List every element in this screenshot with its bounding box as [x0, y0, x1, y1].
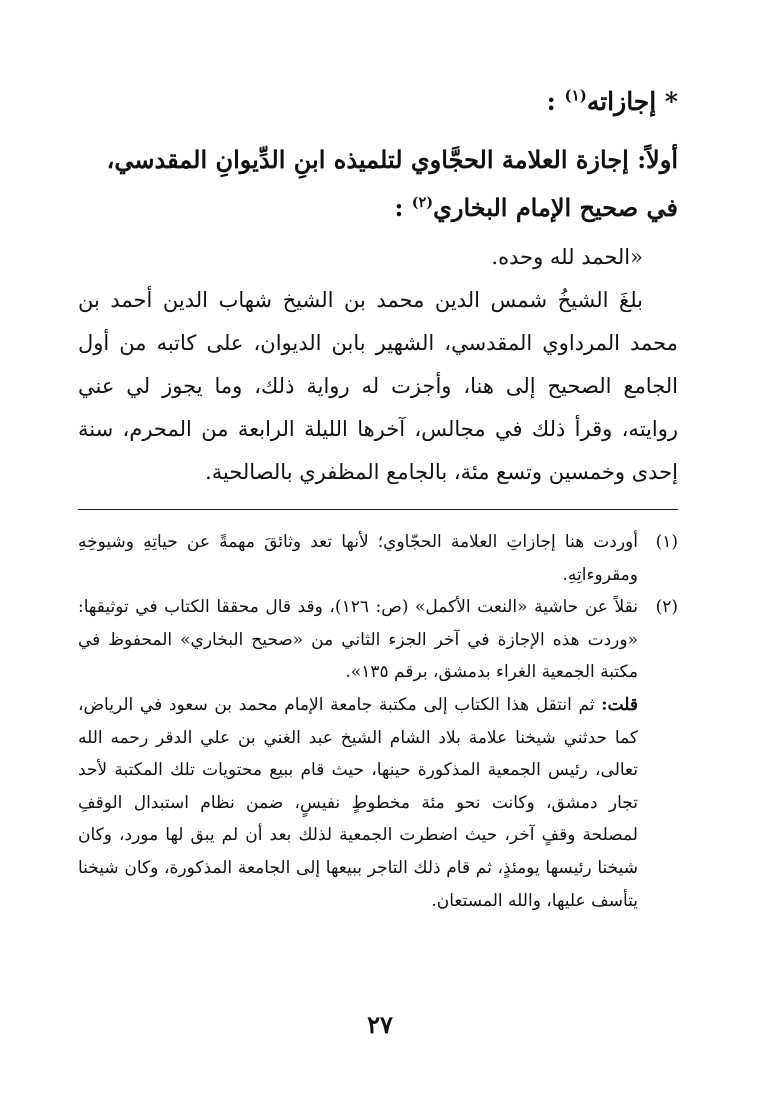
subheading-note-ref: (٢) — [411, 194, 434, 211]
footnote-2 — [78, 591, 678, 917]
section-heading — [78, 82, 678, 122]
footnote-2-comment-text: ثم انتقل هذا الكتاب إلى مكتبة جامعة الإمام محمد بن سعود في الرياض، كما حدثني شيخنا علامة بلاد الشام الشيخ عبد الغني بن علي الدقر رحمه الله تعالى، رئيس الجمعية المذكورة حينها، حيث قام ببيع محتويات تلك المكتبة لأحد تجار دمشق، وكانت نحو مئة مخطوطٍ نفيسٍ، ضمن نظام استبدال الوقفِ لمصلحة وقفٍ آخر، حيث اضطرت الجمعية لذلك بعد أن لم يبق لها مورد، وكان شيخنا رئيسها يومئذٍ، ثم قام ذلك التاجر ببيعها إلى الجامعة المذكورة، وكان شيخنا يتأسف عليها، والله المستعان. — [78, 694, 638, 911]
footnote-2-comment — [78, 689, 638, 917]
opening-line: «الحمد لله وحده. — [491, 245, 643, 269]
footnotes — [78, 526, 678, 917]
heading-text: * إجازاته — [586, 87, 678, 116]
footnote-divider — [78, 509, 678, 510]
subheading-colon: : — [394, 193, 404, 222]
main-text — [78, 236, 678, 494]
footnote-2-number: (٢) — [655, 597, 678, 618]
page-number: ٢٧ — [367, 1010, 393, 1039]
heading-note-ref: (١) — [564, 86, 587, 105]
footnote-1 — [78, 526, 678, 591]
footnote-1-text: أوردت هنا إجازاتِ العلامة الحجّاوي؛ لأنها تعد وثائقَ مهمةً عن حياتِهِ وشيوخِهِ ومقروءاتِهِ. — [78, 532, 638, 585]
footnote-1-number: (١) — [655, 532, 678, 552]
subheading-text: أولاً: إجازة العلامة الحجَّاوي لتلميذه ابنِ الدِّيوانِ المقدسي، في صحيح الإمام البخاري — [106, 145, 678, 222]
heading-colon: : — [546, 87, 556, 116]
body-paragraph: بلغَ الشيخُ شمس الدين محمد بن الشيخ شهاب الدين أحمد بن محمد المرداوي المقدسي، الشهير بابن الديوان، على كاتبه من أول الجامع الصحيح إلى هنا، وأجزت له رواية ذلك، وما يجوز لي عني روايته، وقرأ ذلك في مجالس، آخرها الليلة الرابعة من المحرم، سنة إحدى وخمسين وتسع مئة، بالجامع المظفري بالصالحية. — [78, 288, 678, 484]
footnote-2-text: نقلاً عن حاشية «النعت الأكمل» (ص: ١٢٦)، وقد قال محققا الكتاب في توثيقها: «وردت هذه الإجازة في آخر الجزء الثاني من «صحيح البخاري» المحفوظ في مكتبة الجمعية الغراء بدمشق، برقم ١٣٥». — [78, 597, 638, 683]
subsection-heading — [78, 136, 678, 232]
footnote-2-comment-label: قلت: — [601, 694, 639, 715]
